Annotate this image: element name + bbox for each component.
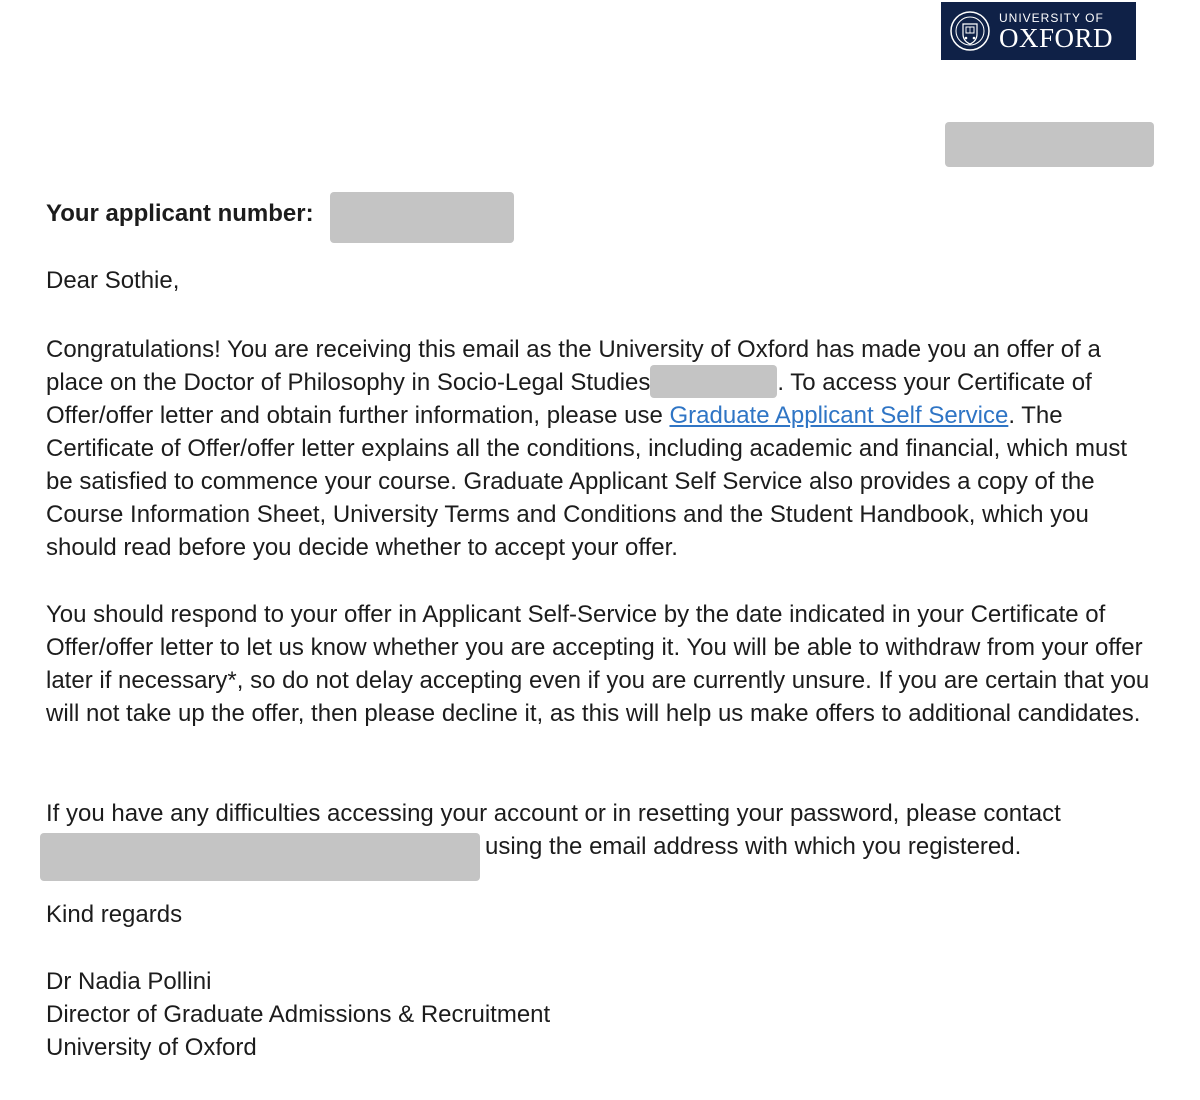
logo-text-oxford: OXFORD [999, 22, 1114, 53]
university-logo [941, 2, 1136, 60]
graduate-applicant-self-service-link[interactable]: Graduate Applicant Self Service [669, 402, 1009, 429]
contact-paragraph-text-b: using the email address with which you registered. [485, 833, 1022, 860]
contact-paragraph-text-a: If you have any difficulties accessing your account or in resetting your password, please contact [46, 800, 1061, 827]
offer-paragraph-text-a: Congratulations! You are receiving this email as the University of Oxford has made you an offer of a place on the Doctor of Philosophy in Socio-Legal Studies [46, 336, 1101, 396]
signature-block [46, 965, 1158, 1064]
redacted-applicant-number [330, 192, 514, 243]
offer-paragraph-text-c: . The Certificate of Offer/offer letter explains all the conditions, including academic and financial, which must be satisfied to commence your course. Graduate Applicant Self Service also provides a copy of the Course Information Sheet, University Terms and Conditions and the Student Handbook, which you should read before you decide whether to accept your offer. [46, 402, 1128, 561]
offer-paragraph-text-b: . To access your Certificate of Offer/offer letter and obtain further information, please use [46, 369, 1092, 429]
offer-paragraph [46, 333, 1158, 564]
applicant-number-label: Your applicant number: [46, 200, 314, 227]
contact-paragraph [46, 797, 1158, 881]
university-crest-icon [949, 10, 991, 52]
signatory-name: Dr Nadia Pollini [46, 968, 212, 995]
closing: Kind regards [46, 901, 183, 928]
redacted-date [945, 122, 1154, 167]
redacted-contact-email [40, 833, 480, 881]
logo-text-university-of: UNIVERSITY OF [999, 10, 1104, 25]
signatory-title: Director of Graduate Admissions & Recruitment [46, 1001, 551, 1028]
salutation: Dear Sothie, [46, 267, 180, 294]
signatory-institution: University of Oxford [46, 1034, 257, 1061]
redacted-course-detail [650, 365, 777, 398]
respond-paragraph: You should respond to your offer in Applicant Self-Service by the date indicated in your Certificate of Offer/offer letter to let us know whether you are accepting it. You will be able to withdraw from your offer later if necessary*, so do not delay accepting even if you are currently unsure. If you are certain that you will not take up the offer, then please decline it, as this will help us make offers to additional candidates. [46, 601, 1150, 727]
